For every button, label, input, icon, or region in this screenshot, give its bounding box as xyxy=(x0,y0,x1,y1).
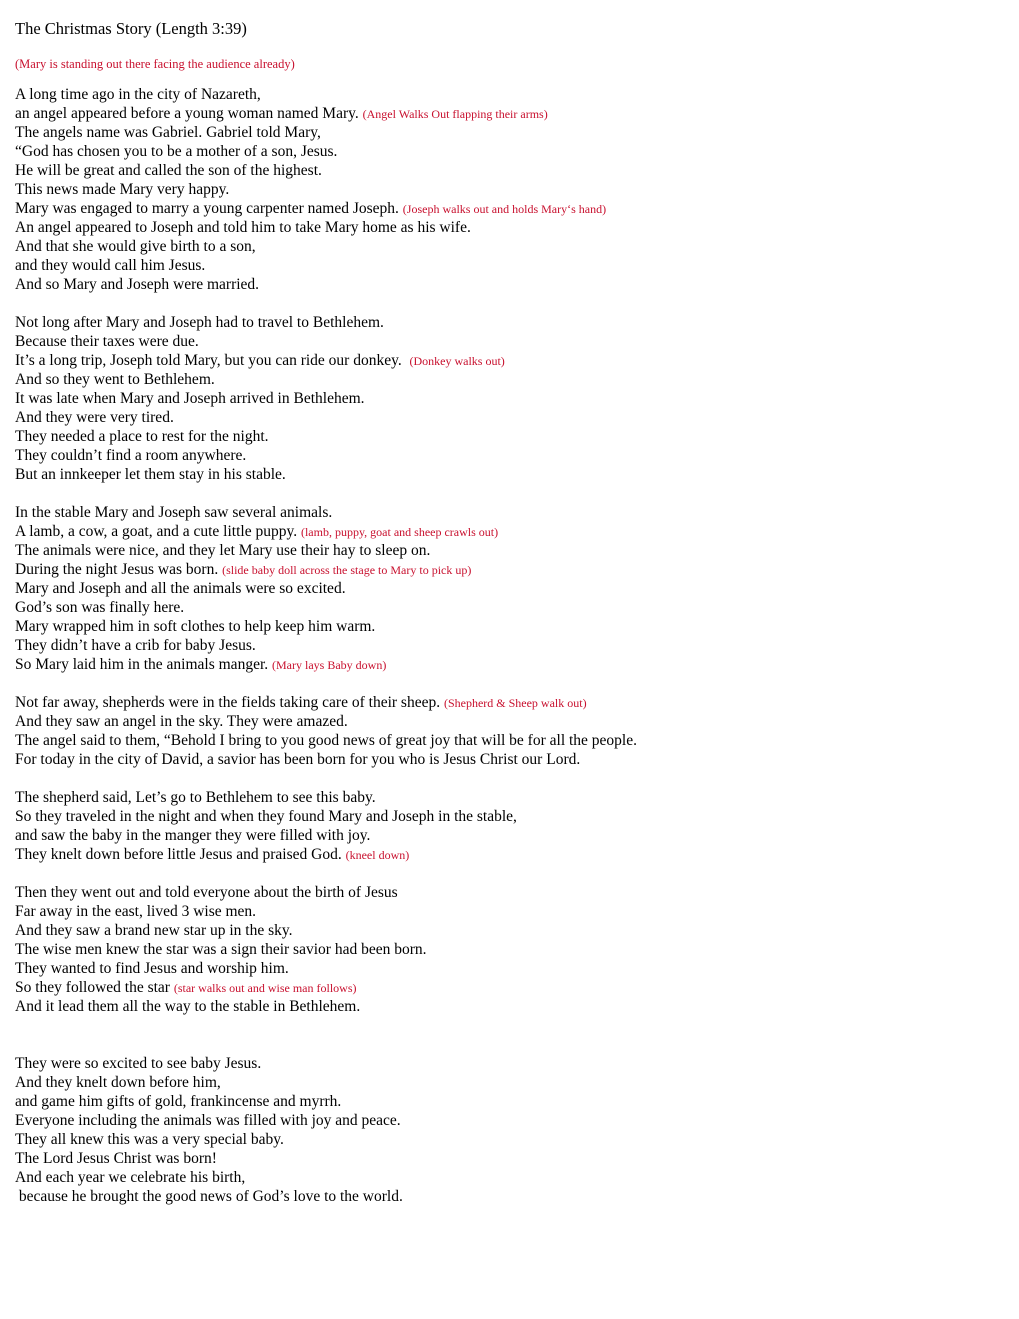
story-line xyxy=(15,237,1005,256)
narration-text: And that she would give birth to a son, xyxy=(15,238,256,255)
story-line xyxy=(15,104,1005,123)
story-line xyxy=(15,826,1005,845)
narration-text: So they followed the star xyxy=(15,979,174,996)
narration-text: In the stable Mary and Joseph saw several animals. xyxy=(15,504,333,521)
story-line xyxy=(15,408,1005,427)
story-line xyxy=(15,1111,1005,1130)
story-line xyxy=(15,731,1005,750)
narration-text: They wanted to find Jesus and worship him. xyxy=(15,960,289,977)
story-line xyxy=(15,180,1005,199)
narration-text: They couldn’t find a room anywhere. xyxy=(15,447,247,464)
narration-text: The Lord Jesus Christ was born! xyxy=(15,1150,217,1167)
stanza xyxy=(15,883,1005,1016)
story-line xyxy=(15,560,1005,579)
stage-direction: (Shepherd & Sheep walk out) xyxy=(443,696,587,710)
story-line xyxy=(15,750,1005,769)
story-line xyxy=(15,1149,1005,1168)
story-line xyxy=(15,199,1005,218)
story-line xyxy=(15,218,1005,237)
story-line xyxy=(15,541,1005,560)
story-line xyxy=(15,370,1005,389)
stanza xyxy=(15,85,1005,294)
story-line xyxy=(15,997,1005,1016)
story-line xyxy=(15,845,1005,864)
story-line xyxy=(15,85,1005,104)
story-line xyxy=(15,275,1005,294)
narration-text: They knelt down before little Jesus and praised God. xyxy=(15,846,346,863)
story-line xyxy=(15,978,1005,997)
story-line xyxy=(15,503,1005,522)
narration-text: The animals were nice, and they let Mary use their hay to sleep on. xyxy=(15,542,431,559)
narration-text: But an innkeeper let them stay in his stable. xyxy=(15,466,286,483)
stage-direction: (lamb, puppy, goat and sheep crawls out) xyxy=(300,525,499,539)
narration-text: and game him gifts of gold, frankincense and myrrh. xyxy=(15,1093,342,1110)
narration-text: An angel appeared to Joseph and told him to take Mary home as his wife. xyxy=(15,219,471,236)
story-line xyxy=(15,712,1005,731)
narration-text: The angels name was Gabriel. Gabriel told Mary, xyxy=(15,124,321,141)
stanza xyxy=(15,313,1005,484)
narration-text: During the night Jesus was born. xyxy=(15,561,223,578)
narration-text: And they were very tired. xyxy=(15,409,174,426)
stanza xyxy=(15,788,1005,864)
narration-text: Because their taxes were due. xyxy=(15,333,199,350)
narration-text: For today in the city of David, a savior has been born for you who is Jesus Christ our Lord. xyxy=(15,751,581,768)
narration-text: So Mary laid him in the animals manger. xyxy=(15,656,272,673)
narration-text: They were so excited to see baby Jesus. xyxy=(15,1055,262,1072)
stanza xyxy=(15,693,1005,769)
story-line xyxy=(15,522,1005,541)
story-line xyxy=(15,921,1005,940)
story-line xyxy=(15,389,1005,408)
narration-text: Not far away, shepherds were in the fields taking care of their sheep. xyxy=(15,694,444,711)
story-line xyxy=(15,883,1005,902)
narration-text: And they knelt down before him, xyxy=(15,1074,221,1091)
narration-text: and they would call him Jesus. xyxy=(15,257,206,274)
story-line xyxy=(15,161,1005,180)
story-line xyxy=(15,1054,1005,1073)
story-line xyxy=(15,427,1005,446)
story-line xyxy=(15,351,1005,370)
narration-text: and saw the baby in the manger they were filled with joy. xyxy=(15,827,371,844)
narration-text: It’s a long trip, Joseph told Mary, but you can ride our donkey. xyxy=(15,352,410,369)
narration-text: God’s son was finally here. xyxy=(15,599,185,616)
story-line xyxy=(15,123,1005,142)
narration-text: The angel said to them, “Behold I bring to you good news of great joy that will be for all the people. xyxy=(15,732,637,749)
stanza xyxy=(15,1054,1005,1206)
narration-text: Everyone including the animals was filled with joy and peace. xyxy=(15,1112,401,1129)
narration-text: And each year we celebrate his birth, xyxy=(15,1169,246,1186)
story-line xyxy=(15,959,1005,978)
narration-text: And it lead them all the way to the stable in Bethlehem. xyxy=(15,998,361,1015)
story-line xyxy=(15,1073,1005,1092)
story-line xyxy=(15,617,1005,636)
stage-direction: (Mary lays Baby down) xyxy=(272,658,387,672)
narration-text: A long time ago in the city of Nazareth, xyxy=(15,86,261,103)
story-line xyxy=(15,142,1005,161)
narration-text: because he brought the good news of God’s love to the world. xyxy=(15,1188,403,1205)
narration-text: It was late when Mary and Joseph arrived in Bethlehem. xyxy=(15,390,365,407)
stage-direction: (Joseph walks out and holds Mary‘s hand) xyxy=(402,202,607,216)
script-document xyxy=(15,18,1005,1225)
story-line xyxy=(15,902,1005,921)
opening-stage-direction: (Mary is standing out there facing the audience already) xyxy=(15,57,295,71)
narration-text: The shepherd said, Let’s go to Bethlehem to see this baby. xyxy=(15,789,376,806)
story-line xyxy=(15,256,1005,275)
document-title: The Christmas Story (Length 3:39) xyxy=(15,19,247,38)
stage-direction: (star walks out and wise man follows) xyxy=(173,981,357,995)
narration-text: They needed a place to rest for the night. xyxy=(15,428,269,445)
narration-text: So they traveled in the night and when they found Mary and Joseph in the stable, xyxy=(15,808,517,825)
narration-text: They didn’t have a crib for baby Jesus. xyxy=(15,637,256,654)
story-line xyxy=(15,598,1005,617)
narration-text: A lamb, a cow, a goat, and a cute little puppy. xyxy=(15,523,301,540)
story-line xyxy=(15,1168,1005,1187)
story-line xyxy=(15,693,1005,712)
narration-text: Not long after Mary and Joseph had to travel to Bethlehem. xyxy=(15,314,384,331)
stage-direction: (kneel down) xyxy=(345,848,410,862)
narration-text: And they saw a brand new star up in the sky. xyxy=(15,922,293,939)
story-line xyxy=(15,788,1005,807)
stage-direction: (Donkey walks out) xyxy=(409,354,505,368)
narration-text: Far away in the east, lived 3 wise men. xyxy=(15,903,257,920)
story-line xyxy=(15,1092,1005,1111)
story-line xyxy=(15,332,1005,351)
narration-text: Mary was engaged to marry a young carpenter named Joseph. xyxy=(15,200,403,217)
story-body xyxy=(15,85,1005,1206)
story-line xyxy=(15,940,1005,959)
story-line xyxy=(15,579,1005,598)
story-line xyxy=(15,655,1005,674)
narration-text: Then they went out and told everyone about the birth of Jesus xyxy=(15,884,398,901)
narration-text: And they saw an angel in the sky. They were amazed. xyxy=(15,713,348,730)
story-line xyxy=(15,807,1005,826)
narration-text: “God has chosen you to be a mother of a son, Jesus. xyxy=(15,143,338,160)
stanza xyxy=(15,503,1005,674)
stage-direction: (Angel Walks Out flapping their arms) xyxy=(362,107,548,121)
narration-text: He will be great and called the son of the highest. xyxy=(15,162,322,179)
story-line xyxy=(15,636,1005,655)
narration-text: They all knew this was a very special baby. xyxy=(15,1131,284,1148)
story-line xyxy=(15,1187,1005,1206)
story-line xyxy=(15,313,1005,332)
narration-text: And so they went to Bethlehem. xyxy=(15,371,215,388)
narration-text: And so Mary and Joseph were married. xyxy=(15,276,260,293)
narration-text: Mary wrapped him in soft clothes to help keep him warm. xyxy=(15,618,376,635)
story-line xyxy=(15,465,1005,484)
narration-text: Mary and Joseph and all the animals were so excited. xyxy=(15,580,346,597)
story-line xyxy=(15,1130,1005,1149)
narration-text: The wise men knew the star was a sign their savior had been born. xyxy=(15,941,427,958)
story-line xyxy=(15,446,1005,465)
narration-text: an angel appeared before a young woman named Mary. xyxy=(15,105,363,122)
stage-direction: (slide baby doll across the stage to Mary to pick up) xyxy=(222,563,472,577)
narration-text: This news made Mary very happy. xyxy=(15,181,230,198)
